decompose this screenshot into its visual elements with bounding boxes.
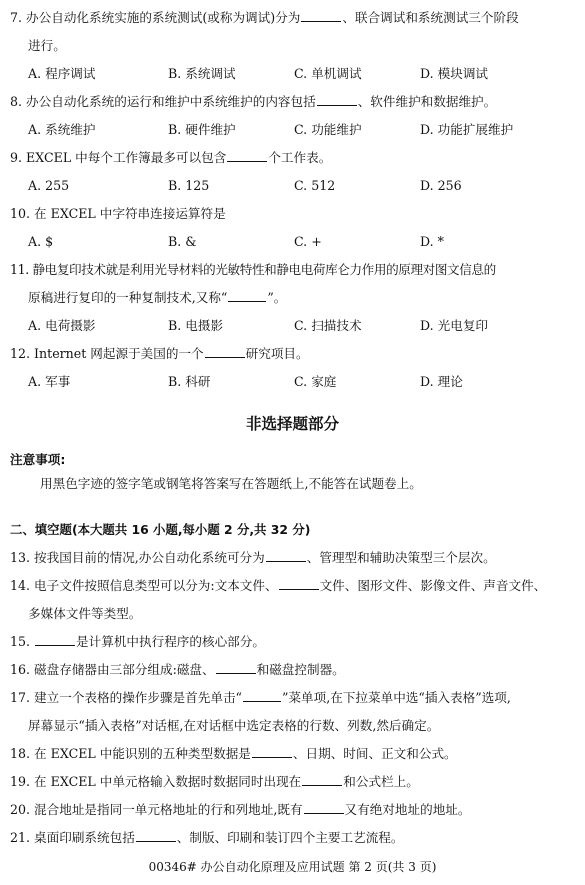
question-17: 17. 建立一个表格的操作步骤是首先单击“ ”菜单项,在下拉菜单中选“插入表格”选项,	[10, 690, 511, 705]
question-11-options	[28, 316, 585, 336]
option-d: D. 理论	[420, 374, 463, 389]
question-10: 10. 在 EXCEL 中字符串连接运算符是	[10, 206, 226, 221]
option-b: B. 硬件维护	[168, 122, 236, 137]
page-footer: 00346# 办公自动化原理及应用试题 第 2 页(共 3 页)	[148, 860, 437, 874]
answer-blank	[301, 9, 341, 22]
question-9: 9. EXCEL 中每个工作簿最多可以包含 个工作表。	[10, 150, 332, 165]
answer-blank	[243, 689, 281, 702]
option-c: C. +	[294, 234, 322, 249]
option-d: D. 功能扩展维护	[420, 122, 514, 137]
option-b: B. 科研	[168, 374, 211, 389]
option-c: C. 512	[294, 178, 336, 193]
question-17-continued: 屏幕显示“插入表格”对话框,在对话框中选定表格的行数、列数,然后确定。	[28, 718, 440, 733]
section-title: 非选择题部分	[245, 415, 339, 433]
notice-title: 注意事项:	[10, 452, 66, 467]
option-d: D. *	[420, 234, 444, 249]
option-d: D. 光电复印	[420, 318, 489, 333]
option-d: D. 256	[420, 178, 462, 193]
option-b: B. 电摄影	[168, 318, 224, 333]
answer-blank	[227, 149, 267, 162]
question-16: 16. 磁盘存储器由三部分组成:磁盘、 和磁盘控制器。	[10, 662, 345, 677]
notice-body: 用黑色字迹的签字笔或钢笔将答案写在答题纸上,不能答在试题卷上。	[40, 476, 422, 491]
fill-section-title: 二、填空题(本大题共 16 小题,每小题 2 分,共 32 分)	[10, 522, 311, 537]
answer-blank	[317, 93, 357, 106]
option-b: B. 系统调试	[168, 66, 236, 81]
option-c: C. 功能维护	[294, 122, 362, 137]
question-7-continued: 进行。	[28, 38, 66, 53]
answer-blank	[279, 577, 319, 590]
question-10-options	[28, 232, 585, 252]
option-a: A. $	[28, 234, 54, 249]
option-b: B. 125	[168, 178, 210, 193]
question-14: 14. 电子文件按照信息类型可以分为:文本文件、 文件、图形文件、影像文件、声音文件、	[10, 578, 547, 593]
question-7: 7. 办公自动化系统实施的系统测试(或称为调试)分为 、联合调试和系统测试三个阶段	[10, 10, 519, 25]
question-20: 20. 混合地址是指同一单元格地址的行和列地址,既有 又有绝对地址的地址。	[10, 802, 471, 817]
question-18: 18. 在 EXCEL 中能识别的五种类型数据是 、日期、时间、正文和公式。	[10, 746, 457, 761]
question-15: 15. 是计算机中执行程序的核心部分。	[10, 634, 265, 649]
option-c: C. 家庭	[294, 374, 337, 389]
option-d: D. 模块调试	[420, 66, 489, 81]
question-9-options	[28, 176, 585, 196]
option-c: C. 扫描技术	[294, 318, 362, 333]
answer-blank	[252, 745, 292, 758]
answer-blank	[136, 829, 176, 842]
question-7-options	[28, 64, 585, 84]
answer-blank	[216, 661, 256, 674]
question-14-continued: 多媒体文件等类型。	[28, 606, 142, 621]
option-c: C. 单机调试	[294, 66, 362, 81]
question-8-options	[28, 120, 585, 140]
answer-blank	[302, 773, 342, 786]
option-a: A. 255	[28, 178, 70, 193]
question-11-continued: 原稿进行复印的一种复制技术,又称“ ”。	[28, 290, 287, 305]
question-13: 13. 按我国目前的情况,办公自动化系统可分为 、管理型和辅助决策型三个层次。	[10, 550, 496, 565]
answer-blank	[205, 345, 245, 358]
question-19: 19. 在 EXCEL 中单元格输入数据时数据同时出现在 和公式栏上。	[10, 774, 419, 789]
option-a: A. 系统维护	[28, 122, 96, 137]
option-b: B. &	[168, 234, 197, 249]
question-12: 12. Internet 网起源于美国的一个 研究项目。	[10, 346, 309, 361]
answer-blank	[266, 549, 306, 562]
answer-blank	[228, 289, 266, 302]
question-12-options	[28, 372, 585, 392]
option-a: A. 军事	[28, 374, 71, 389]
option-a: A. 电荷摄影	[28, 318, 96, 333]
answer-blank	[35, 633, 75, 646]
answer-blank	[304, 801, 344, 814]
option-a: A. 程序调试	[28, 66, 96, 81]
question-11: 11. 静电复印技术就是利用光导材料的光敏特性和静电电荷库仑力作用的原理对图文信息的	[10, 262, 496, 277]
question-8: 8. 办公自动化系统的运行和维护中系统维护的内容包括 、软件维护和数据维护。	[10, 94, 497, 109]
question-21: 21. 桌面印刷系统包括 、制版、印刷和装订四个主要工艺流程。	[10, 830, 404, 845]
